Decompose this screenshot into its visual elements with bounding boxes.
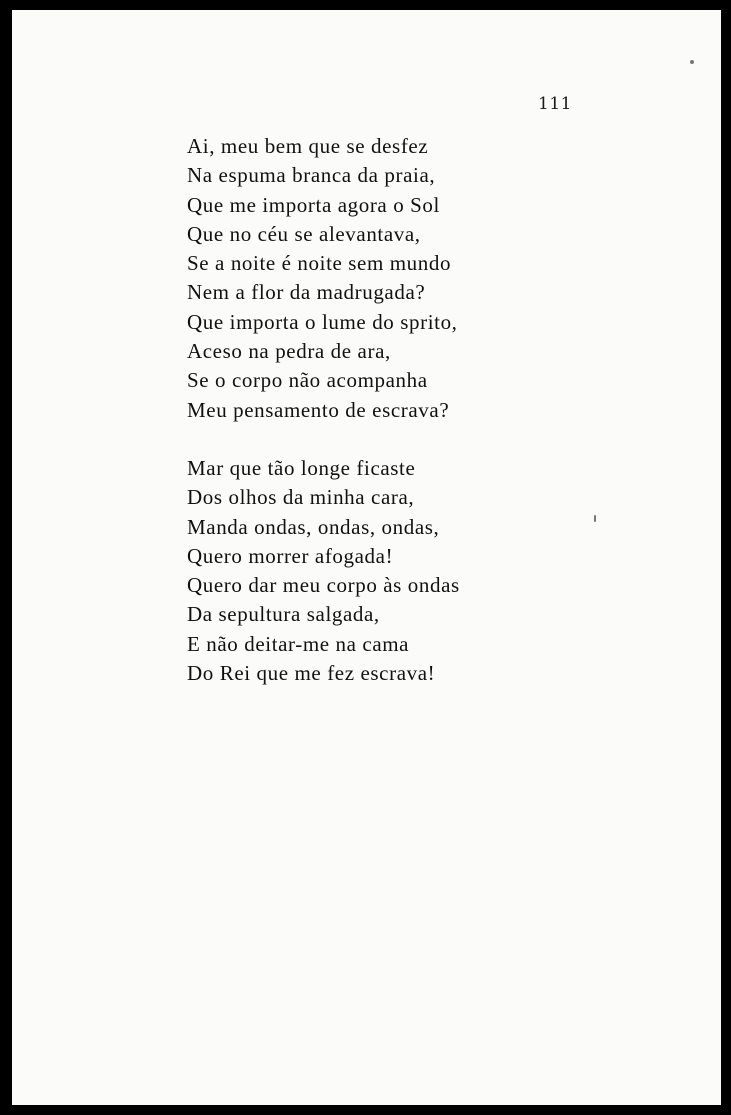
page-number: 111 [538, 94, 572, 114]
poem-line: Ai, meu bem que se desfez [187, 134, 429, 158]
book-page [12, 10, 721, 1105]
poem-line: Se o corpo não acompanha [187, 368, 428, 393]
poem-line: Nem a flor da madrugada? [187, 280, 426, 305]
poem-line: Se a noite é noite sem mundo [187, 251, 452, 276]
poem-line: Que me importa agora o Sol [187, 192, 440, 217]
poem-line: Que no céu se alevantava, [187, 221, 421, 246]
poem-line: Que importa o lume do sprito, [187, 309, 458, 334]
poem-line: Na espuma branca da praia, [187, 163, 436, 188]
poem-line: Mar que tão longe ficaste [187, 455, 416, 480]
stanza-2 [187, 454, 607, 688]
stanza-1 [187, 132, 607, 425]
poem-line: Meu pensamento de escrava? [187, 397, 450, 422]
poem-line: Aceso na pedra de ara, [187, 339, 391, 364]
dust-speck [690, 60, 694, 64]
dust-speck [594, 515, 596, 522]
poem-line: E não deitar-me na cama [187, 631, 410, 656]
poem-line: Quero dar meu corpo às ondas [187, 573, 460, 598]
poem [187, 132, 607, 688]
poem-line: Manda ondas, ondas, ondas, [187, 514, 440, 539]
poem-line: Dos olhos da minha cara, [187, 485, 415, 510]
poem-line: Quero morrer afogada! [187, 543, 394, 568]
poem-line: Da sepultura salgada, [187, 602, 380, 627]
poem-line: Do Rei que me fez escrava! [187, 661, 436, 686]
